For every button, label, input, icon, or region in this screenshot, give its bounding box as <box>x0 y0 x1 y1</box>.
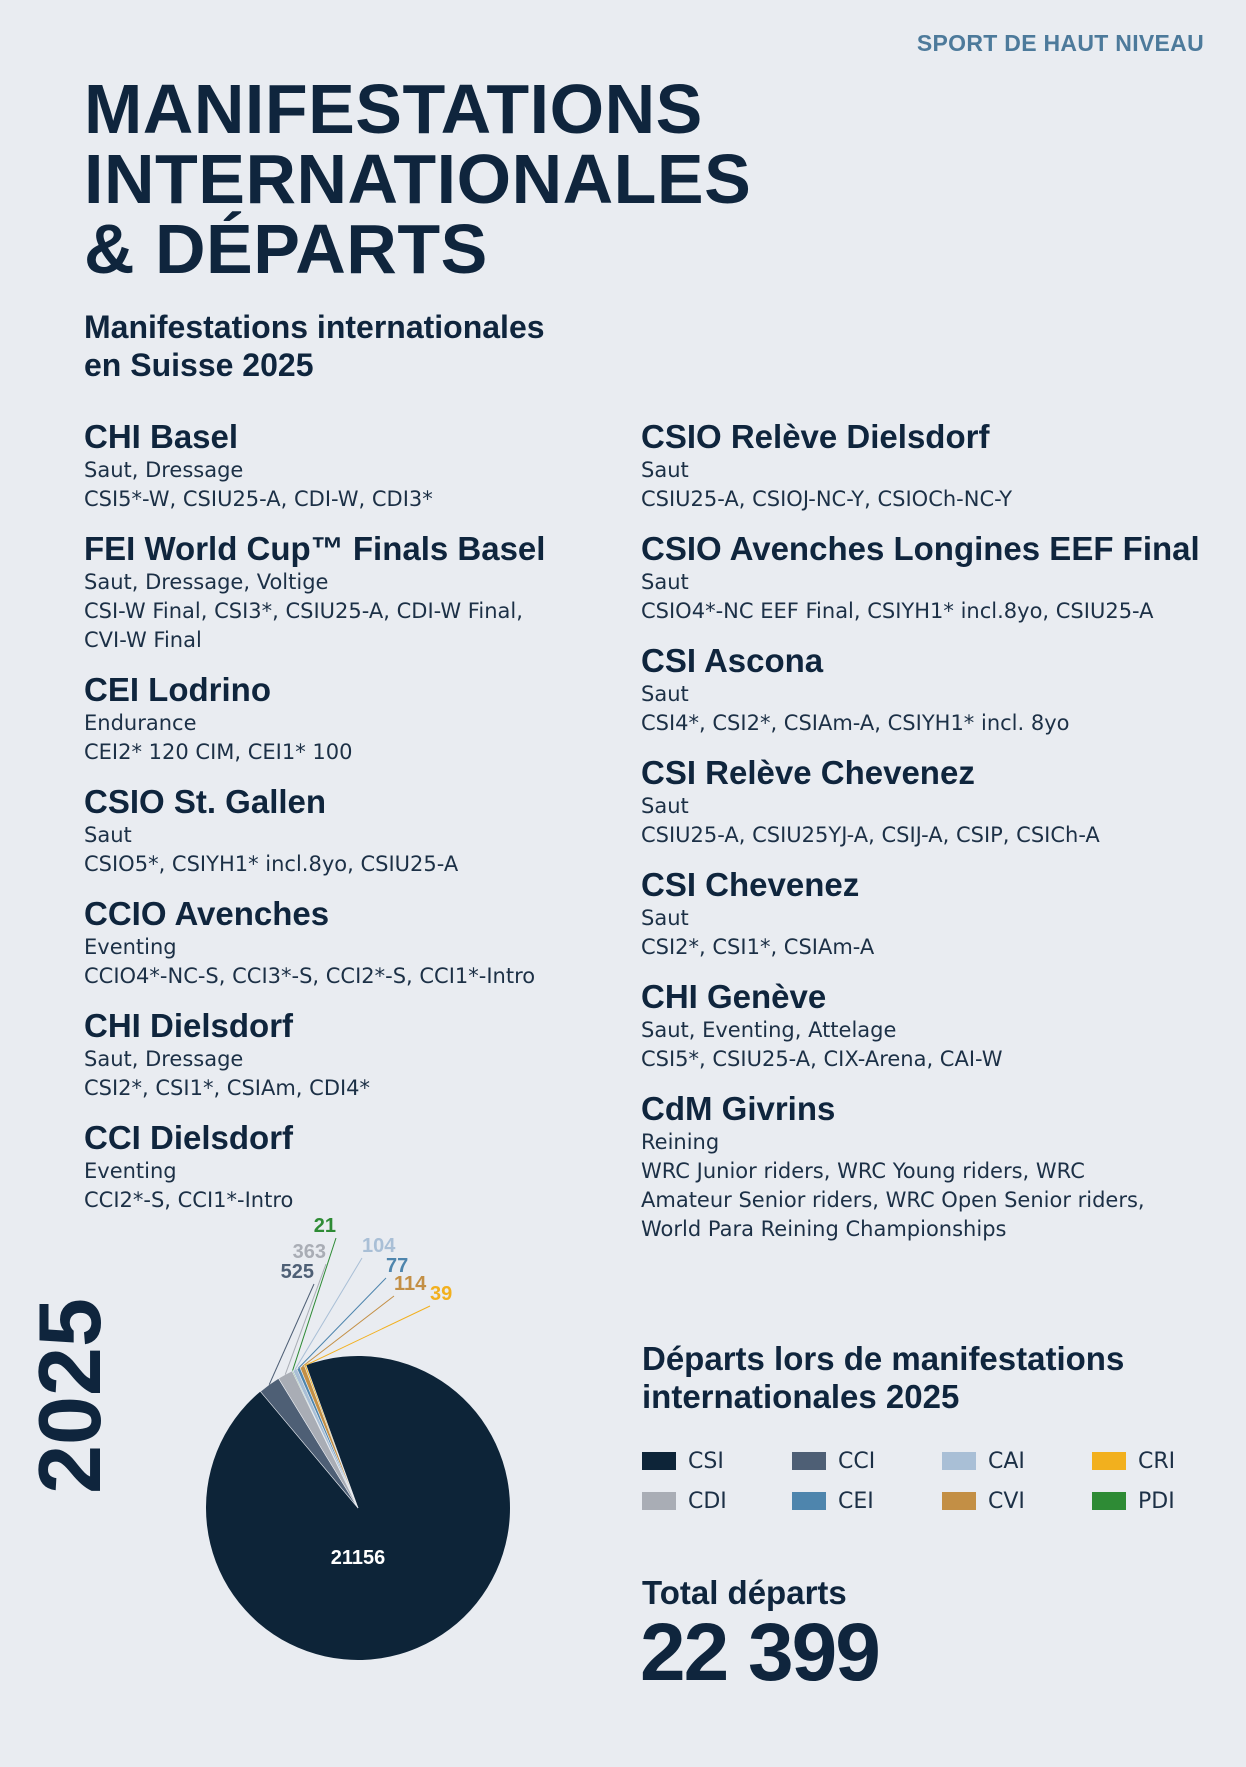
pie-label-cci: 525 <box>280 1261 314 1283</box>
event-name: CCIO Avenches <box>84 895 330 932</box>
event-competitions: CSI5*, CSIU25-A, CIX-Arena, CAI-W <box>641 1047 1003 1071</box>
event-name: CHI Basel <box>84 418 239 455</box>
event-item <box>641 418 1221 514</box>
event-name: CSIO Avenches Longines EEF Final <box>641 530 1200 567</box>
pie-label-cri: 39 <box>430 1283 453 1305</box>
event-competitions: CCI2*-S, CCI1*-Intro <box>84 1188 294 1212</box>
event-competitions: CSI-W Final, CSI3*, CSIU25-A, CDI-W Final, <box>84 599 523 623</box>
total-value: 22 399 <box>640 1607 879 1698</box>
legend-swatch <box>942 1492 976 1510</box>
event-name: CHI Dielsdorf <box>84 1007 294 1044</box>
legend-label: CDI <box>688 1488 727 1514</box>
event-competitions: CSIU25-A, CSIOJ-NC-Y, CSIOCh-NC-Y <box>641 487 1013 511</box>
event-item <box>641 1090 1221 1244</box>
pie-label-csi: 21156 <box>330 1547 386 1569</box>
legend-swatch <box>792 1452 826 1470</box>
event-competitions: CEI2* 120 CIM, CEI1* 100 <box>84 740 353 764</box>
legend-swatch <box>642 1492 676 1510</box>
event-disciplines: Reining <box>641 1130 720 1154</box>
event-disciplines: Saut <box>641 906 689 930</box>
event-name: CdM Givrins <box>641 1090 836 1127</box>
event-competitions: CSI2*, CSI1*, CSIAm, CDI4* <box>84 1076 371 1100</box>
events-column-right <box>641 418 1221 1260</box>
event-competitions: Amateur Senior riders, WRC Open Senior riders, <box>641 1188 1145 1212</box>
total-label: Total départs <box>642 1574 847 1611</box>
legend-swatch <box>642 1452 676 1470</box>
title-line: MANIFESTATIONS <box>84 70 703 148</box>
event-disciplines: Saut <box>641 794 689 818</box>
event-name: CSI Ascona <box>641 642 824 679</box>
legend-item-cdi <box>642 1488 792 1514</box>
pie-label-pdi: 21 <box>313 1215 336 1237</box>
event-item <box>641 754 1221 850</box>
event-disciplines: Saut <box>641 458 689 482</box>
event-competitions: CCIO4*-NC-S, CCI3*-S, CCI2*-S, CCI1*-Intro <box>84 964 536 988</box>
legend-item-cri <box>1092 1448 1202 1474</box>
legend-label: CCI <box>838 1448 876 1474</box>
event-item <box>641 530 1221 626</box>
event-disciplines: Eventing <box>84 1159 177 1183</box>
legend-swatch <box>792 1492 826 1510</box>
event-disciplines: Saut, Dressage <box>84 458 244 482</box>
departures-pie-chart <box>180 1215 520 1675</box>
legend-label: PDI <box>1138 1488 1175 1514</box>
event-disciplines: Saut, Eventing, Attelage <box>641 1018 897 1042</box>
event-competitions: CSIO4*-NC EEF Final, CSIYH1* incl.8yo, CSIU25-A <box>641 599 1154 623</box>
event-competitions: CSI4*, CSI2*, CSIAm-A, CSIYH1* incl. 8yo <box>641 711 1070 735</box>
legend-title-line: Départs lors de manifestations <box>642 1340 1125 1377</box>
legend-swatch <box>942 1452 976 1470</box>
subtitle-line: Manifestations internationales <box>84 309 545 345</box>
section-tag: SPORT DE HAUT NIVEAU <box>916 30 1204 56</box>
event-item <box>84 783 604 879</box>
event-competitions: CSI5*-W, CSIU25-A, CDI-W, CDI3* <box>84 487 433 511</box>
event-competitions: CSI2*, CSI1*, CSIAm-A <box>641 935 875 959</box>
event-item <box>84 1007 604 1103</box>
title-line: INTERNATIONALES <box>84 140 752 218</box>
legend-item-cai <box>942 1448 1092 1474</box>
legend-label: CEI <box>838 1488 874 1514</box>
event-name: CEI Lodrino <box>84 671 271 708</box>
legend-swatch <box>1092 1492 1126 1510</box>
event-name: CSI Relève Chevenez <box>641 754 975 791</box>
subtitle-line: en Suisse 2025 <box>84 347 314 383</box>
year-label: 2025 <box>20 1298 119 1494</box>
event-name: CSI Chevenez <box>641 866 860 903</box>
event-disciplines: Saut <box>641 570 689 594</box>
event-name: CCI Dielsdorf <box>84 1119 294 1156</box>
legend-item-cci <box>792 1448 942 1474</box>
legend-item-cei <box>792 1488 942 1514</box>
legend-label: CSI <box>688 1448 724 1474</box>
event-disciplines: Endurance <box>84 711 197 735</box>
legend-label: CAI <box>988 1448 1025 1474</box>
subtitle <box>84 308 545 384</box>
title-line: & DÉPARTS <box>84 210 488 288</box>
event-item <box>84 895 604 991</box>
pie-label-cvi: 114 <box>394 1273 427 1295</box>
event-disciplines: Eventing <box>84 935 177 959</box>
event-competitions: WRC Junior riders, WRC Young riders, WRC <box>641 1159 1085 1183</box>
event-competitions: CSIO5*, CSIYH1* incl.8yo, CSIU25-A <box>84 852 459 876</box>
pie-label-cdi: 363 <box>292 1241 326 1263</box>
legend-item-cvi <box>942 1488 1092 1514</box>
chart-legend <box>642 1448 1202 1514</box>
event-item <box>84 418 604 514</box>
legend-label: CRI <box>1138 1448 1176 1474</box>
pie-leader-cvi <box>302 1296 394 1367</box>
event-competitions: CVI-W Final <box>84 628 202 652</box>
events-column-left <box>84 418 604 1231</box>
event-item <box>84 1119 604 1215</box>
event-item <box>641 866 1221 962</box>
event-disciplines: Saut, Dressage, Voltige <box>84 570 329 594</box>
event-disciplines: Saut <box>641 682 689 706</box>
event-name: CHI Genève <box>641 978 827 1015</box>
legend-item-csi <box>642 1448 792 1474</box>
pie-label-cei: 77 <box>386 1255 409 1277</box>
event-competitions: CSIU25-A, CSIU25YJ-A, CSIJ-A, CSIP, CSICh-A <box>641 823 1100 847</box>
pie-label-cai: 104 <box>362 1235 396 1257</box>
page-title <box>84 70 752 288</box>
event-competitions: World Para Reining Championships <box>641 1217 1007 1241</box>
legend-label: CVI <box>988 1488 1025 1514</box>
event-item <box>84 530 604 655</box>
legend-item-pdi <box>1092 1488 1202 1514</box>
event-disciplines: Saut <box>84 823 132 847</box>
event-item <box>641 978 1221 1074</box>
legend-swatch <box>1092 1452 1126 1470</box>
event-disciplines: Saut, Dressage <box>84 1047 244 1071</box>
event-name: CSIO Relève Dielsdorf <box>641 418 990 455</box>
legend-title <box>642 1340 1124 1416</box>
event-name: CSIO St. Gallen <box>84 783 327 820</box>
event-item <box>641 642 1221 738</box>
event-item <box>84 671 604 767</box>
legend-title-line: internationales 2025 <box>642 1378 960 1415</box>
event-name: FEI World Cup™ Finals Basel <box>84 530 546 567</box>
